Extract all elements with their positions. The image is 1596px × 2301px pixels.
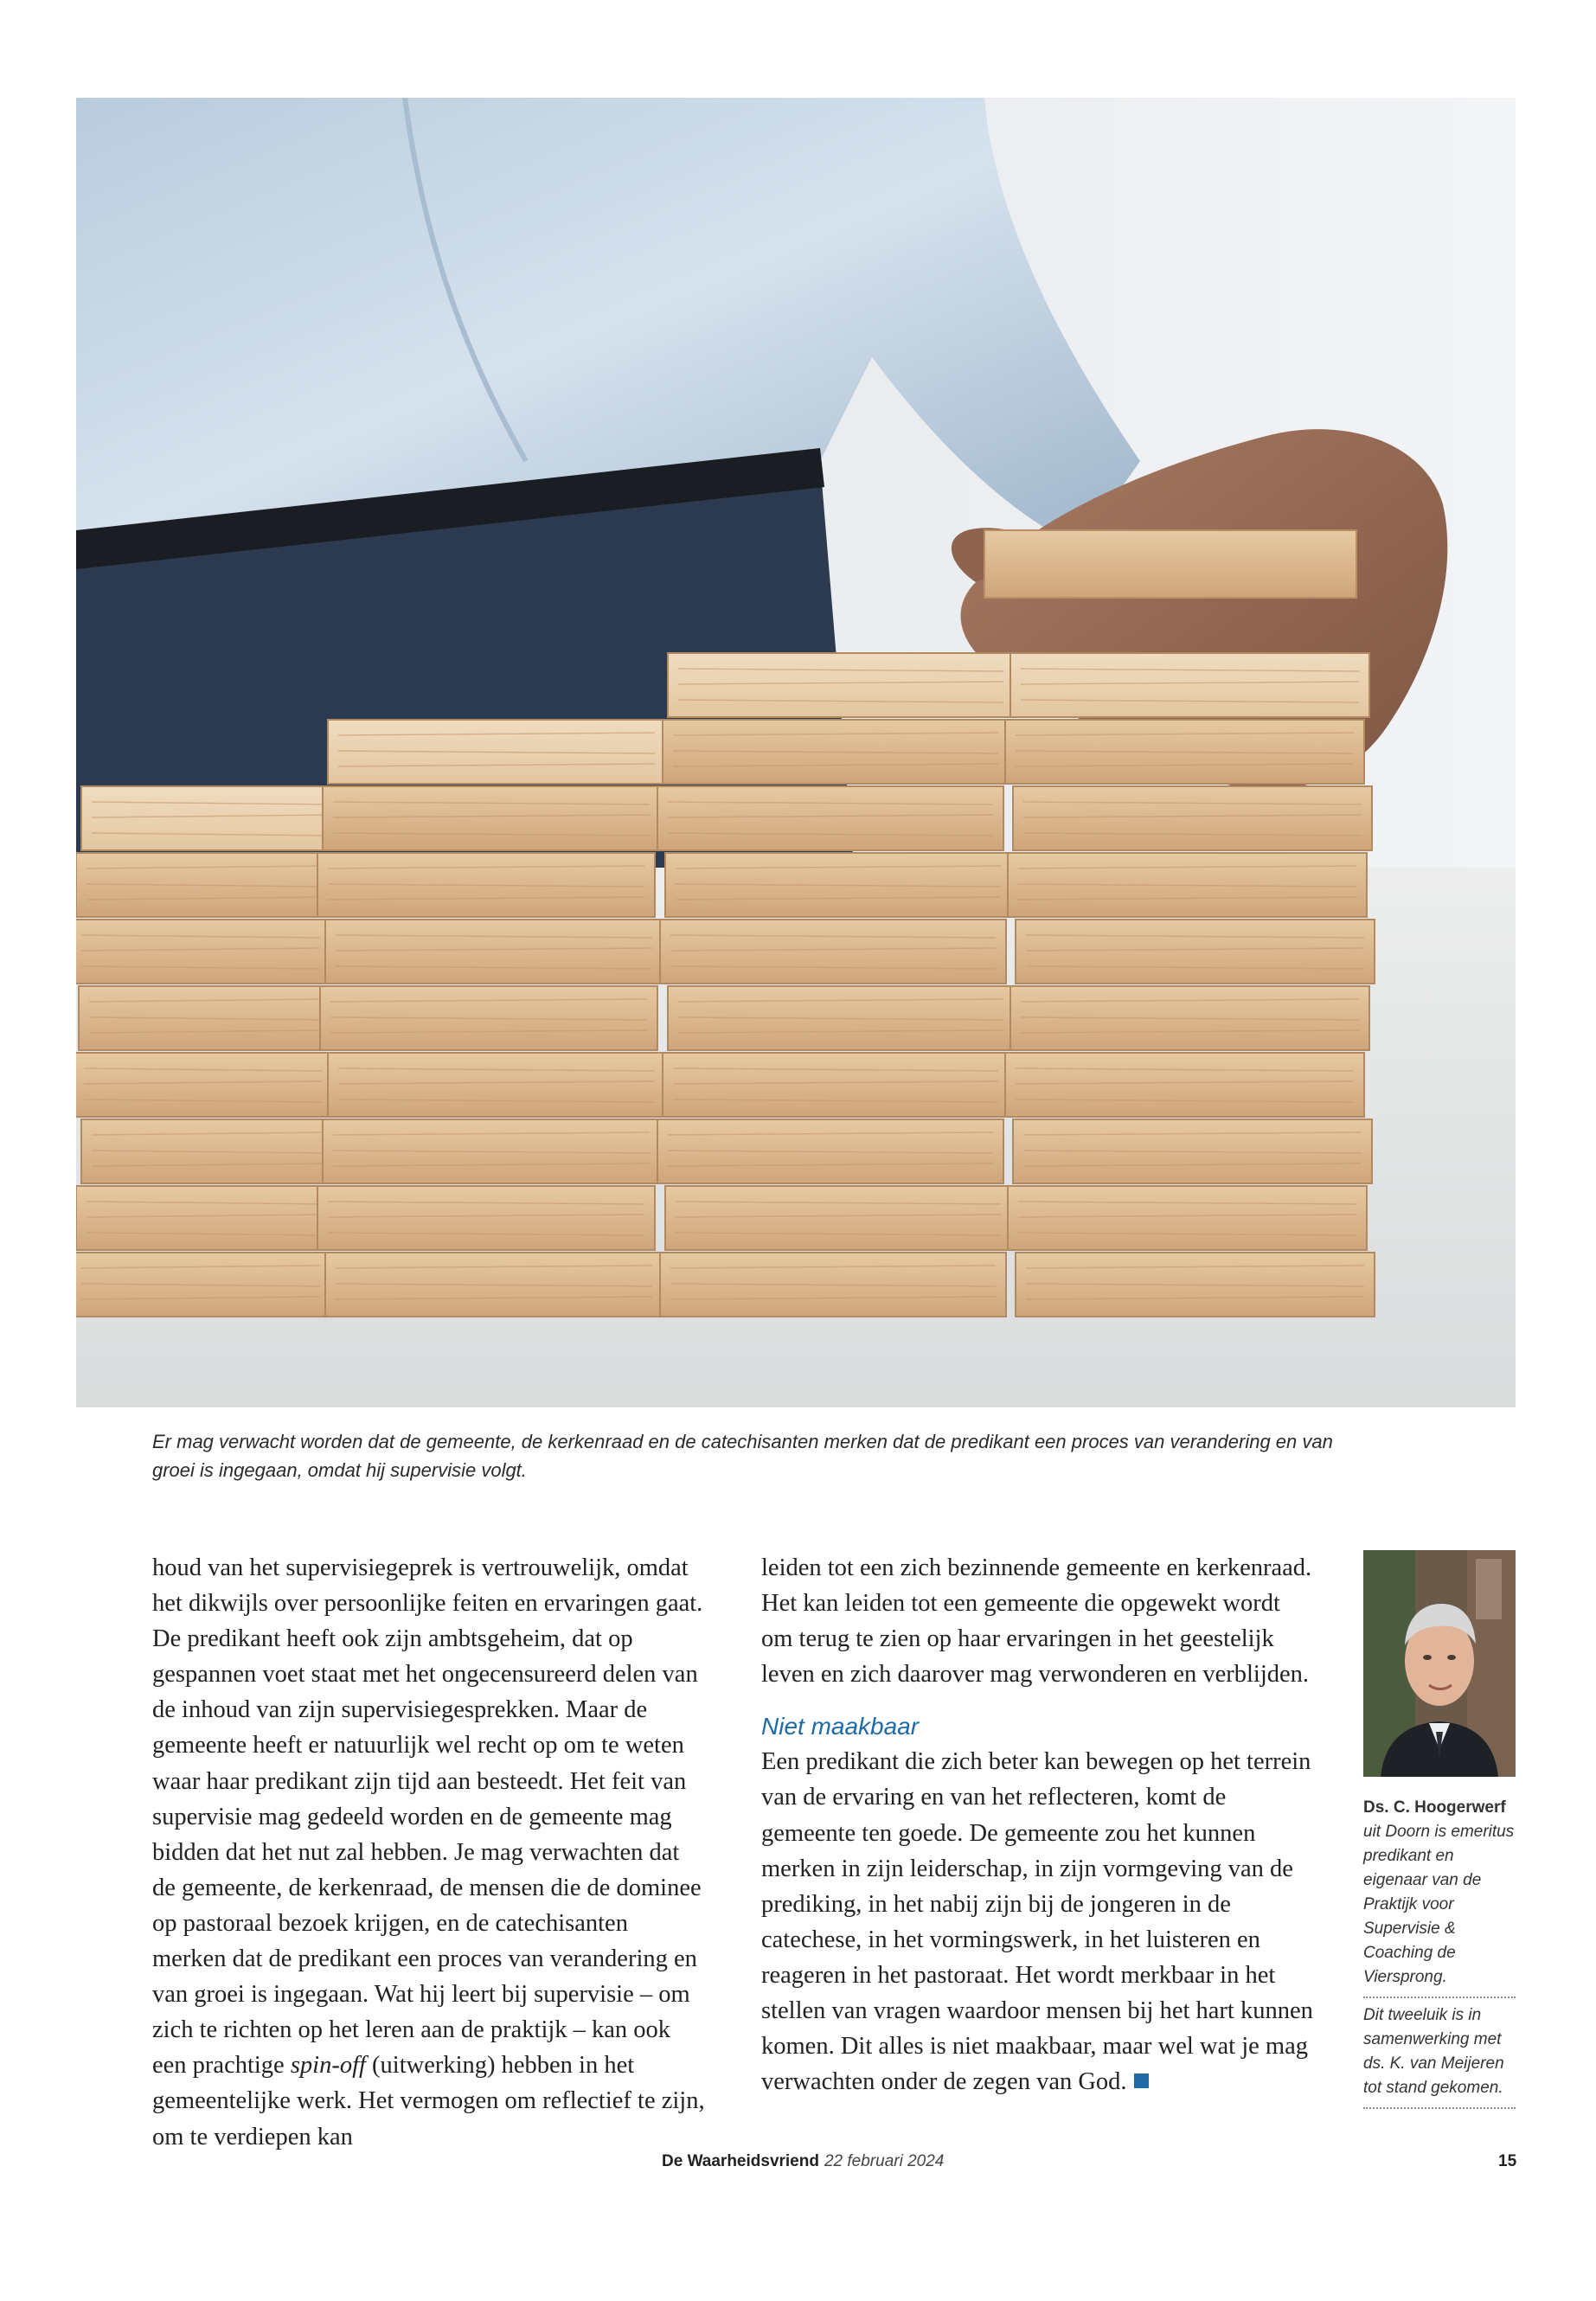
wooden-block bbox=[1008, 1186, 1367, 1250]
wooden-block bbox=[76, 920, 330, 984]
section-subheading: Niet maakbaar bbox=[761, 1713, 920, 1740]
body-text: houd van het supervisiegeprek is vertrouwelijk, omdat het dikwijls over persoonlijke feiten en ervaringen gaat. De predikant heeft ook zijn ambtsgeheim, dat op gespannen voet staat met het ongecensureerd delen van de inhoud van zijn supervisiegesprekken. Maar de gemeente heeft er natuurlijk wel recht op om te weten waar haar predikant zijn tijd aan besteedt. Het feit van supervisie mag gedeeld worden en de gemeente mag bidden dat het nut zal hebben. Je mag verwachten dat de gemeente, de kerkenraad, de mensen die de dominee op pastoraal bezoek krijgen, en de catechisanten merken dat de predikant een proces van verandering en van groei is ingegaan. Wat hij leert bij supervisie – om zich te richten op het leren aan de praktijk – kan ook een prachtige bbox=[152, 1554, 703, 2080]
wooden-block bbox=[1013, 786, 1372, 850]
author-photo bbox=[1363, 1550, 1516, 1777]
wooden-block bbox=[328, 1053, 665, 1117]
wooden-block bbox=[325, 920, 663, 984]
author-name: Ds. C. Hoogerwerf bbox=[1363, 1798, 1506, 1817]
article-column-right bbox=[761, 1550, 1315, 2099]
author-info bbox=[1363, 1796, 1516, 2114]
wooden-block bbox=[323, 786, 660, 850]
wooden-block bbox=[1016, 920, 1375, 984]
page-footer bbox=[0, 2152, 1596, 2178]
footer-magazine bbox=[662, 2152, 944, 2171]
wooden-block bbox=[1010, 653, 1369, 717]
wooden-block bbox=[317, 1186, 655, 1250]
collaboration-note: Dit tweeluik is in samenwerking met ds. K. van Meijeren tot stand gekomen. bbox=[1363, 2006, 1504, 2097]
wooden-block bbox=[81, 786, 341, 850]
article-column-left bbox=[152, 1550, 706, 2155]
body-paragraph bbox=[152, 1550, 706, 2155]
wooden-block bbox=[1005, 1053, 1364, 1117]
body-text: Een predikant die zich beter kan bewegen op het terrein van de ervaring en van het reflecteren, komt de gemeente ten goede. De gemeente zou het kunnen merken in zijn leiderschap, in zijn vormgeving van de prediking, in het nabij zijn bij de jongeren in de catechese, in het vormingswerk, in het luisteren en reageren in het pastoraat. Het wordt merkbaar in het stellen van vragen waardoor mensen bij het hart kunnen komen. Dit alles is niet maakbaar, maar wel wat je mag verwachten onder de zegen van God. bbox=[761, 1748, 1313, 2096]
photo-caption: Er mag verwacht worden dat de gemeente, de kerkenraad en de catechisanten merken dat de predikant een proces van verandering en van groei is ingegaan, omdat hij supervisie volgt. bbox=[152, 1431, 1333, 1481]
end-of-article-icon bbox=[1134, 2073, 1149, 2088]
italic-term: spin-off bbox=[290, 2052, 366, 2080]
body-text-continued: (uitwerking) hebben in het gemeentelijke werk. Het vermogen om reflectief te zijn, om te verdiepen kan bbox=[152, 2052, 705, 2150]
wooden-block bbox=[668, 653, 1014, 717]
wooden-blocks-illustration bbox=[76, 98, 1516, 1407]
wooden-block bbox=[76, 1053, 333, 1117]
wooden-block bbox=[665, 1186, 1011, 1250]
hero-photo bbox=[76, 98, 1516, 1407]
wooden-block bbox=[663, 1053, 1009, 1117]
author-bio: uit Doorn is emeritus predikant en eigenaar van de Praktijk voor Supervisie & Coaching de Viersprong. bbox=[1363, 1823, 1515, 1986]
page-number: 15 bbox=[1498, 2152, 1517, 2170]
issue-date: 22 februari 2024 bbox=[824, 2152, 945, 2170]
body-paragraph-1: leiden tot een zich bezinnende gemeente en kerkenraad. Het kan leiden tot een gemeente die opgewekt wordt om terug te zien op haar ervaringen in het geestelijk leven en zich daarover mag verwonderen en verblijden. bbox=[761, 1554, 1312, 1689]
author-portrait-illustration bbox=[1363, 1550, 1516, 1777]
body-paragraph-2 bbox=[761, 1744, 1315, 2099]
wooden-block bbox=[660, 920, 1006, 984]
divider bbox=[1363, 2107, 1516, 2109]
wooden-block bbox=[76, 1186, 336, 1250]
divider bbox=[1363, 1997, 1516, 1998]
magazine-title: De Waarheidsvriend bbox=[662, 2152, 819, 2170]
wooden-block bbox=[657, 786, 1003, 850]
